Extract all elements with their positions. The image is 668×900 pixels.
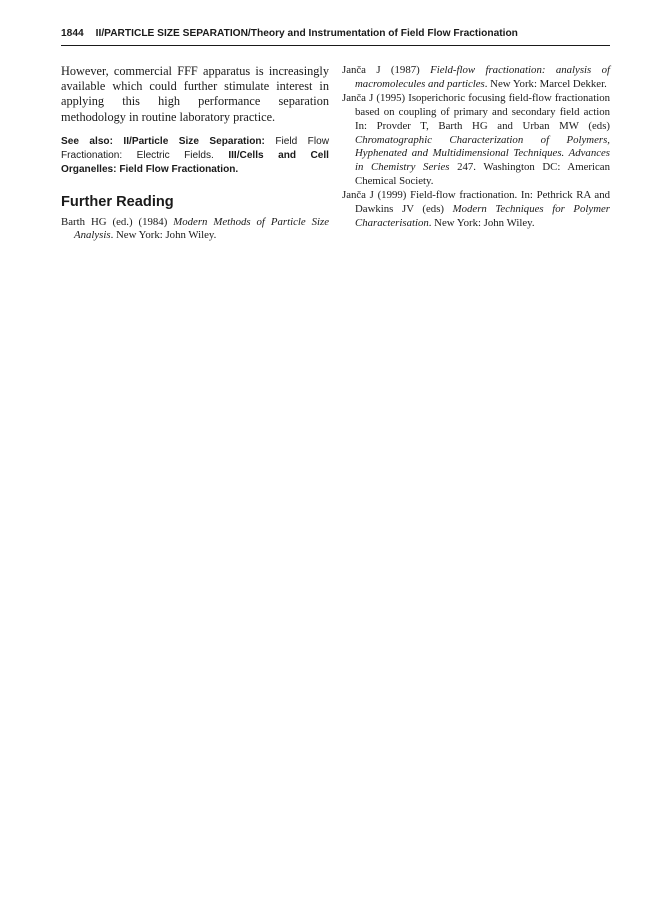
further-reading-heading: Further Reading bbox=[61, 193, 174, 210]
reference-title: Modern Methods of Particle Size Analysis bbox=[74, 215, 330, 242]
see-also-label: See also: bbox=[61, 135, 113, 147]
reference-entry bbox=[342, 189, 610, 230]
reference-title: Field-flow fractionation: analysis of macromolecules and particles bbox=[355, 64, 610, 90]
see-also-block bbox=[61, 135, 329, 177]
closing-paragraph: However, commercial FFF apparatus is increasingly available which could further stimulate interest in applying this high performance separation methodology in routine laboratory practice. bbox=[61, 64, 329, 124]
see-also-link-2[interactable]: III/Cells and Cell Organelles: Field Flow Fractionation. bbox=[61, 149, 329, 175]
see-also-link-1-rest[interactable]: Field Flow Fractionation: Electric Fields. bbox=[61, 135, 329, 161]
reference-publisher: . New York: John Wiley. bbox=[110, 229, 217, 242]
reference-title: Modern Techniques for Polymer Characterisation bbox=[355, 203, 610, 229]
left-column bbox=[61, 64, 329, 244]
reference-publisher: 247. Washington DC: American Chemical Society. bbox=[355, 160, 610, 187]
page-number: 1844 bbox=[61, 28, 84, 39]
reference-authors: Janča J (1999) Field-flow fractionation. In: Pethrick RA and Dawkins JV (eds) bbox=[342, 189, 610, 216]
reference-entry bbox=[342, 64, 610, 91]
header-rule bbox=[61, 45, 610, 46]
right-column bbox=[342, 64, 610, 231]
see-also-link-1-bold[interactable]: II/Particle Size Separation: bbox=[123, 135, 265, 147]
running-header bbox=[61, 28, 610, 39]
reference-title: Chromatographic Characterization of Polymers, Hyphenated and Multidimensional Techniques. Advances in Chemistry Series bbox=[355, 133, 610, 173]
reference-entry bbox=[342, 92, 610, 188]
running-title: II/PARTICLE SIZE SEPARATION/Theory and Instrumentation of Field Flow Fractionation bbox=[95, 28, 518, 39]
reference-publisher: . New York: Marcel Dekker. bbox=[484, 77, 607, 90]
reference-entry bbox=[61, 216, 329, 243]
reference-authors: Barth HG (ed.) (1984) bbox=[61, 215, 174, 228]
reference-publisher: . New York: John Wiley. bbox=[428, 216, 535, 229]
reference-authors: Janča J (1987) bbox=[342, 64, 431, 76]
reference-authors: Janča J (1995) Isoperichoric focusing field-flow fractionation based on coupling of primary and secondary field action In: Provder T, Barth HG and Urban MW (eds) bbox=[342, 92, 610, 132]
